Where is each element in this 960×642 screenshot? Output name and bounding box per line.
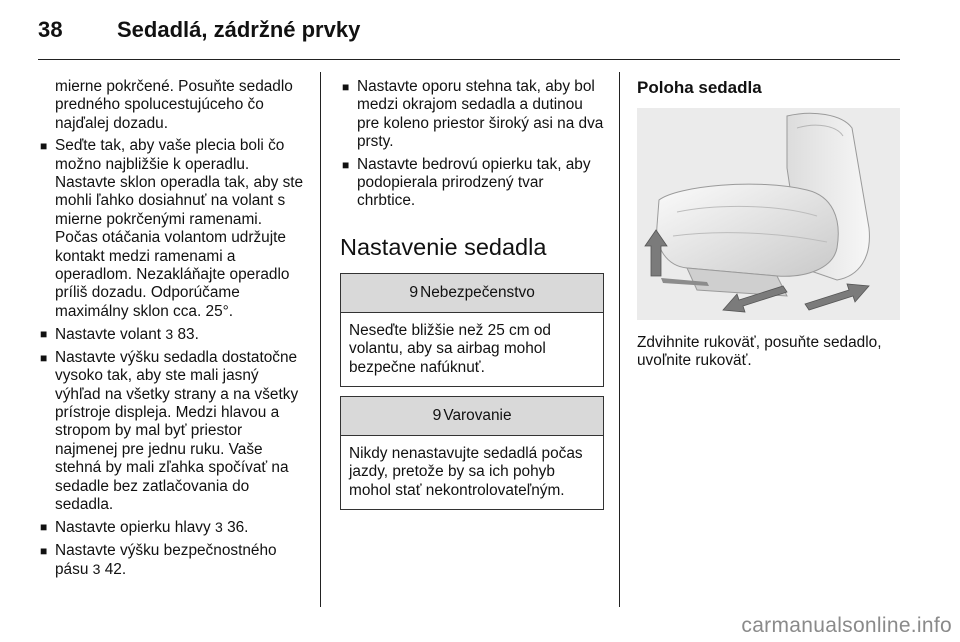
page-title: Sedadlá, zádržné prvky <box>117 17 361 42</box>
list-item-text: Nastavte výšku sedadla dostatočne vysoko tak, aby ste mali jasný výhľad na všetky strany a na všetky prístroje displeja. Medzi hlavou a stropom by mal byť priestor najmenej pre jednu ruku. Vaše stehná by mali zľahka spočívať na sedadle bez zatlačovania do sedadla. <box>55 348 299 513</box>
list-item <box>38 542 308 580</box>
bullet-icon: ■ <box>40 520 48 535</box>
page-ref-link[interactable]: 36. <box>227 519 249 537</box>
list-item-text: Nastavte volant <box>55 326 162 344</box>
bullet-icon: ■ <box>40 350 48 365</box>
page-number: 38 <box>38 17 63 42</box>
warning-box-header <box>341 397 603 436</box>
warning-box-body: Nikdy nenastavujte sedadlá počas jazdy, pretože by sa ich pohyb mohol stať nekontrolovateľným. <box>349 445 583 499</box>
bullet-icon: ■ <box>40 327 48 342</box>
figure-caption: Zdvihnite rukoväť, posuňte sedadlo, uvoľnite rukoväť. <box>637 334 882 370</box>
bullet-icon: ■ <box>40 139 48 154</box>
section-heading-poloha: Poloha sedadla <box>637 78 762 97</box>
column-1 <box>38 78 308 580</box>
list-item <box>38 349 308 515</box>
bullet-icon: ■ <box>342 157 350 172</box>
seat-illustration <box>637 108 900 320</box>
section-heading-nastavenie: Nastavenie sedadla <box>340 233 547 260</box>
danger-box-header <box>341 274 603 313</box>
list-item <box>340 78 604 152</box>
column-divider-2 <box>619 72 620 607</box>
column-3 <box>637 78 900 371</box>
list-item-text: Seďte tak, aby vaše plecia boli čo možno najbližšie k operadlu. Nastavte sklon operadla tak, aby ste mohli ľahko dosiahnuť na volant s mierne pokrčenými ramenami. Počas otáčania volantom udržujte kontakt medzi ramenami a operadlom. Nezakláňajte operadlo príliš dozadu. Odporúčame maximálny sklon cca. 25°. <box>55 137 304 320</box>
page-ref-link[interactable]: 42. <box>104 561 127 579</box>
seat-adjust-illustration-icon <box>637 108 900 320</box>
danger-box-body: Neseďte bližšie než 25 cm od volantu, aby sa airbag mohol bezpečne nafúknuť. <box>349 321 551 376</box>
danger-box-title: Nebezpečenstvo <box>420 283 535 301</box>
warning-triangle-icon: 9 <box>432 406 442 424</box>
danger-box <box>340 273 604 387</box>
column-2 <box>340 78 604 510</box>
list-item <box>38 325 308 344</box>
warning-triangle-icon: 9 <box>409 283 419 301</box>
page-ref-arrow-icon: 3 <box>214 519 223 536</box>
list-item <box>340 156 604 211</box>
warning-box <box>340 396 604 510</box>
list-item-text: Nastavte bedrovú opierku tak, aby podopierala prirodzený tvar chrbtice. <box>357 155 591 210</box>
page-ref-link[interactable]: 83. <box>177 326 199 344</box>
warning-box-title: Varovanie <box>443 406 512 424</box>
list-item <box>38 518 308 537</box>
page-ref-arrow-icon: 3 <box>92 561 101 578</box>
list-item-text: Nastavte oporu stehna tak, aby bol medzi okrajom sedadla a dutinou pre koleno priestor široký asi na dva prsty. <box>357 78 604 151</box>
list-item <box>38 137 308 321</box>
page-ref-arrow-icon: 3 <box>165 326 174 343</box>
watermark: carmanualsonline.info <box>741 614 952 637</box>
bullet-icon: ■ <box>40 543 48 558</box>
column-divider-1 <box>320 72 321 607</box>
header-rule <box>38 59 900 60</box>
bullet-icon: ■ <box>342 80 350 94</box>
list-item-text: Nastavte opierku hlavy <box>55 519 211 537</box>
list-item-text: Nastavte výšku bezpečnostného pásu <box>55 541 277 579</box>
continuation-paragraph: mierne pokrčené. Posuňte sedadlo predného spolucestujúceho čo najďalej dozadu. <box>55 78 293 132</box>
